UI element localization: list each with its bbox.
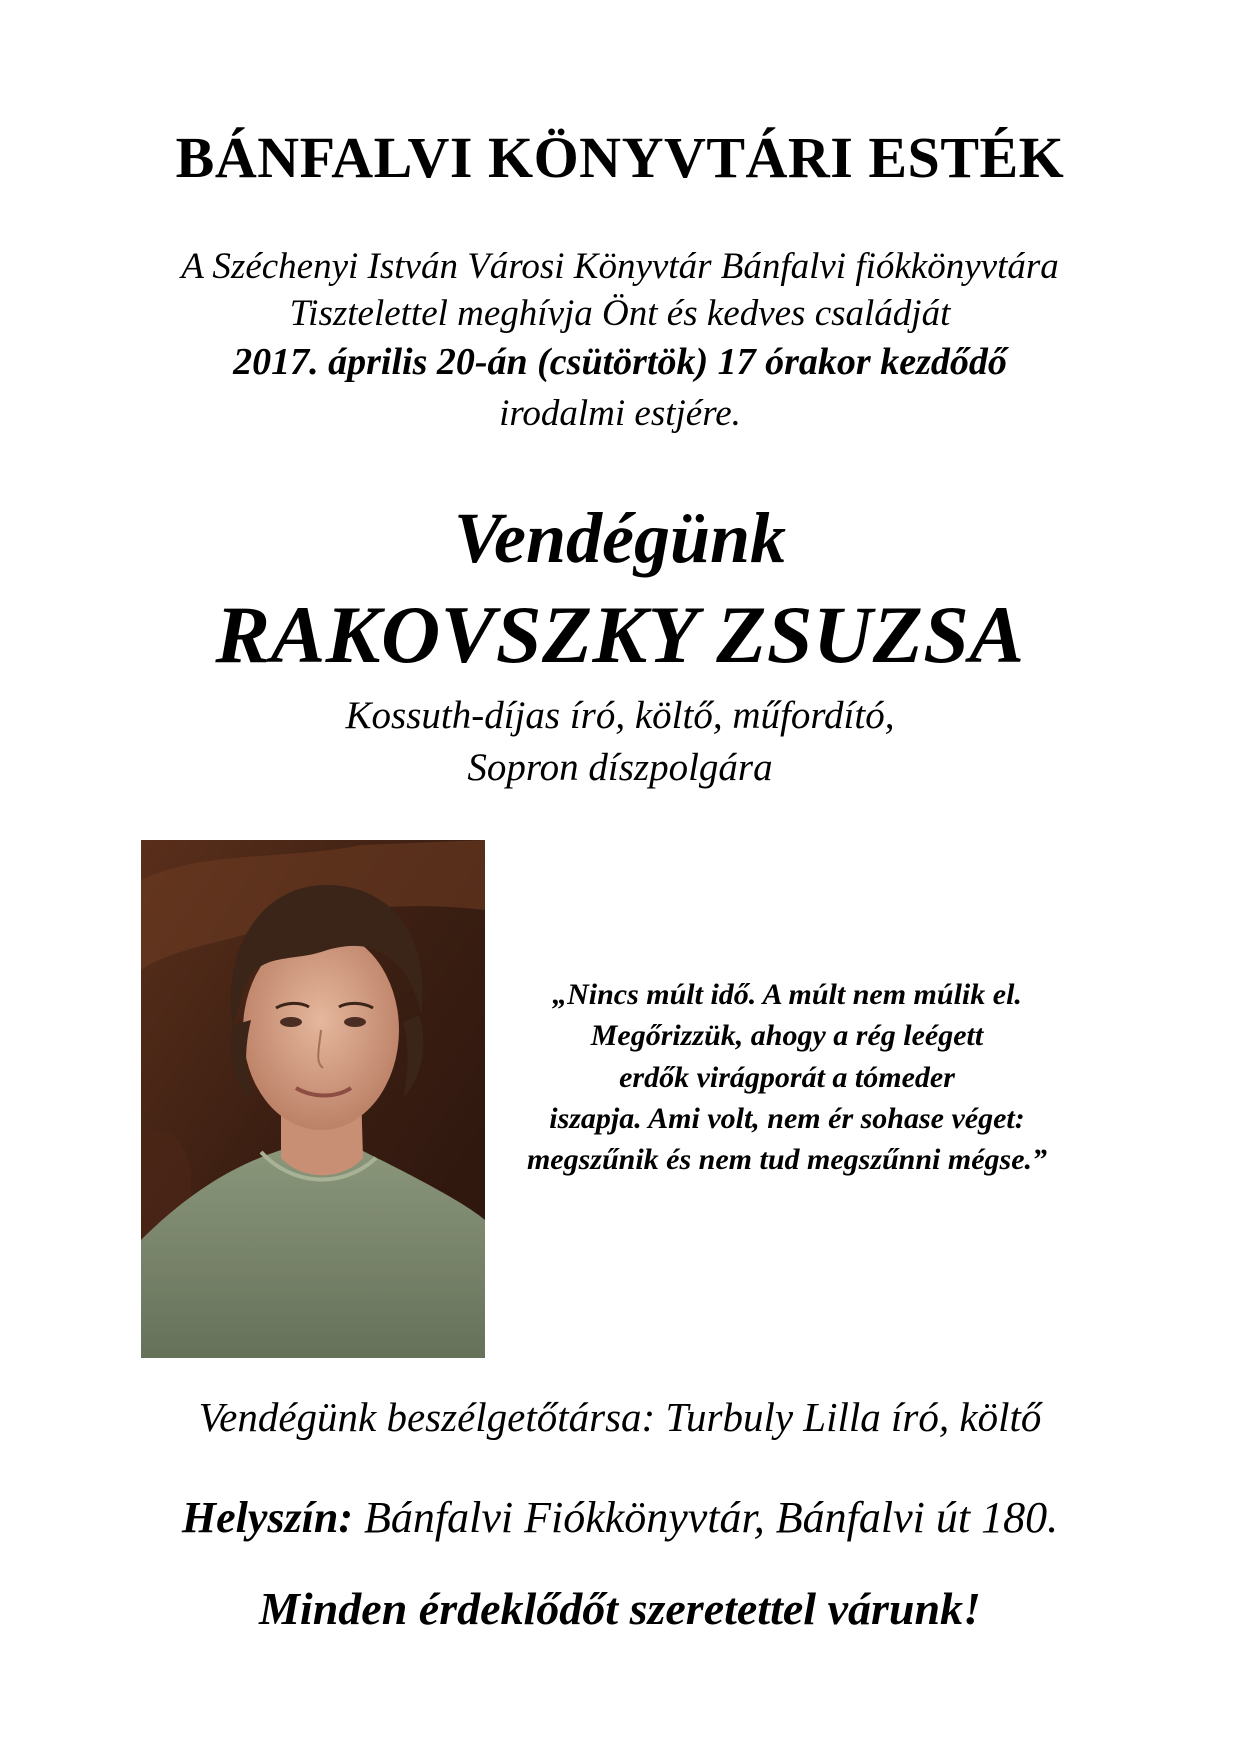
guest-description-awards: Kossuth-díjas író, költő, műfordító, [345,694,895,737]
guest-name: RAKOVSZKY ZSUZSA [215,589,1025,680]
quote-line-5: megszűnik és nem tud megszűnni mégse.” [526,1143,1048,1176]
invitation-line-date: 2017. április 20-án (csütörtök) 17 órakor kezdődő [233,341,1007,383]
venue-address: Bánfalvi Fiókkönyvtár, Bánfalvi út 180. [353,1493,1059,1542]
guest-portrait-photo [141,840,485,1358]
poster-title: BÁNFALVI KÖNYVTÁRI ESTÉK [175,125,1065,190]
quote-line-2: Megőrizzük, ahogy a rég leégett [590,1019,984,1052]
invitation-line-greeting: Tisztelettel meghívja Önt és kedves családját [289,293,951,334]
quote-line-1: „Nincs múlt idő. A múlt nem múlik el. [552,978,1022,1011]
guest-description-citizen: Sopron díszpolgára [467,746,773,789]
guest-label: Vendégünk [453,498,787,578]
portrait-illustration [141,840,485,1358]
conversation-partner: Vendégünk beszélgetőtársa: Turbuly Lilla író, költő [198,1394,1042,1440]
quote-line-4: iszapja. Ami volt, nem ér sohase véget: [549,1102,1025,1135]
venue [0,1492,1240,1543]
invitation-line-event: irodalmi estjére. [499,393,741,434]
invitation-line-library: A Széchenyi István Városi Könyvtár Bánfalvi fiókkönyvtára [181,246,1059,287]
closing-invitation: Minden érdeklődőt szeretettel várunk! [259,1583,981,1634]
venue-label: Helyszín: [181,1493,354,1542]
quote-line-3: erdők virágporát a tómeder [619,1061,955,1094]
